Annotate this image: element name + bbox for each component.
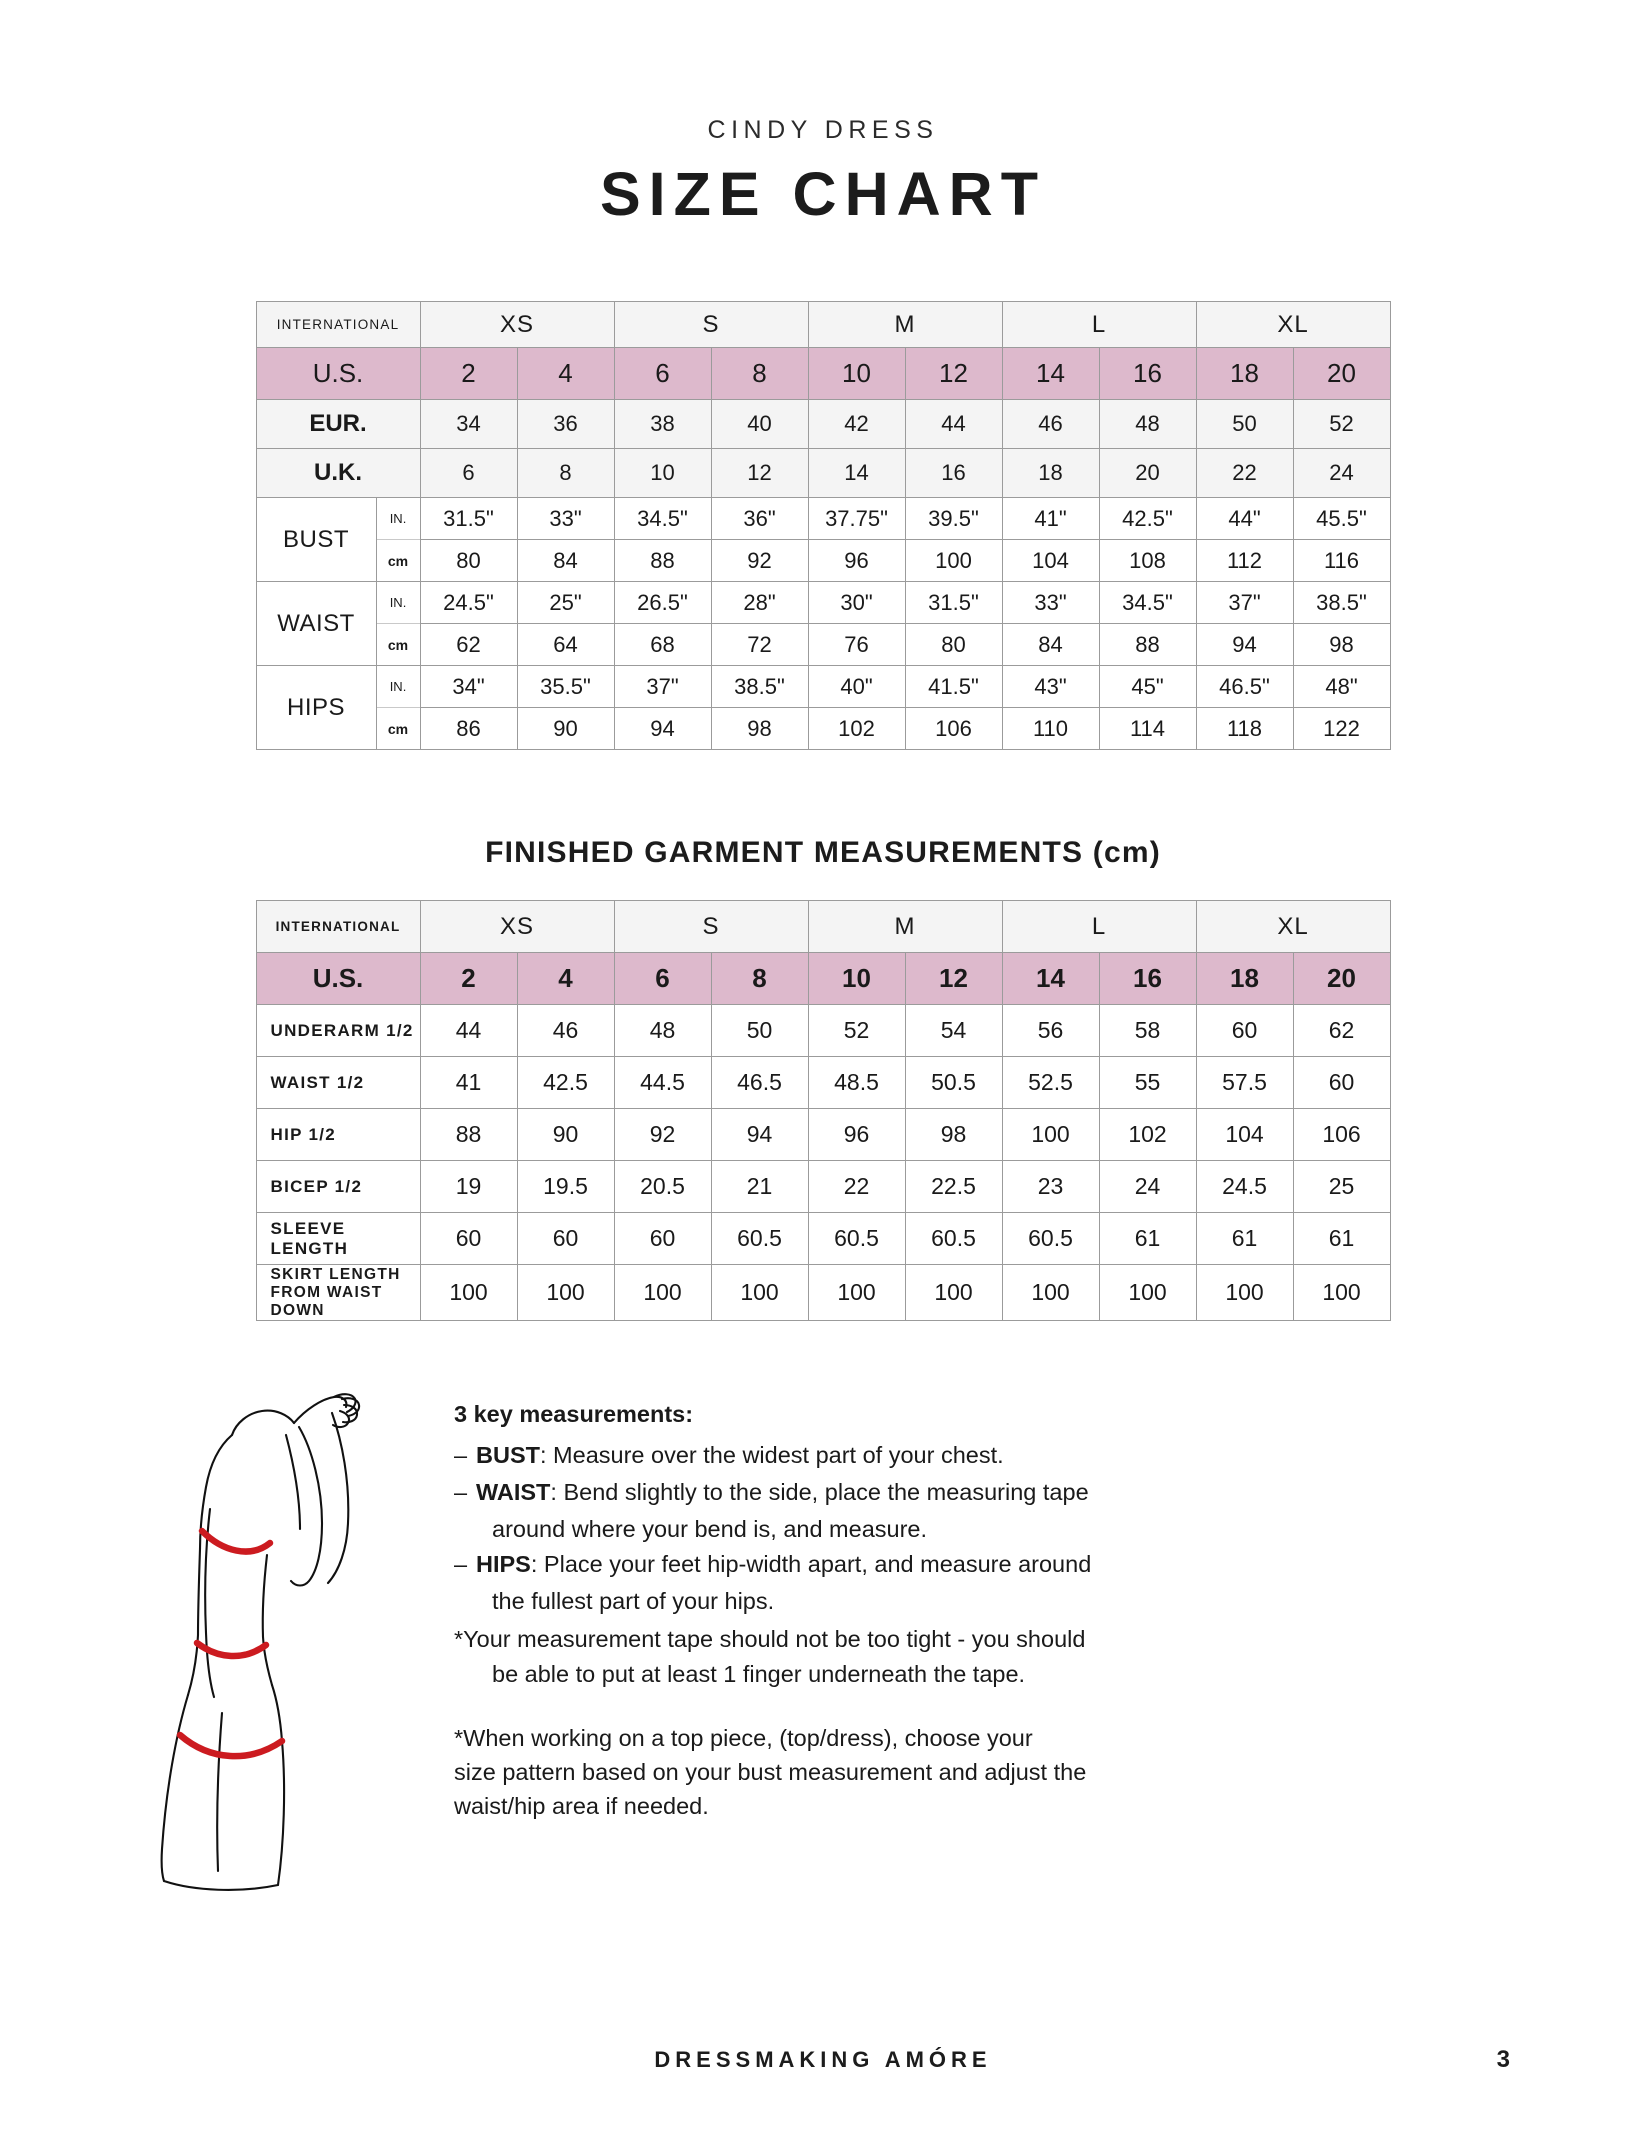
cell: 40 <box>711 400 808 449</box>
cell: 48" <box>1293 666 1390 708</box>
table-row-uk <box>256 449 1390 498</box>
cell: 102 <box>808 708 905 750</box>
cell: 23 <box>1002 1161 1099 1213</box>
unit-cm: cm <box>376 624 420 666</box>
cell: 44" <box>1196 498 1293 540</box>
cell: 6 <box>614 348 711 400</box>
cell: 58 <box>1099 1005 1196 1057</box>
cell: 60.5 <box>808 1213 905 1265</box>
row-label: U.S. <box>256 348 420 400</box>
cell: 30" <box>808 582 905 624</box>
note-hips-cont: the fullest part of your hips. <box>492 1587 775 1614</box>
cell: 88 <box>420 1109 517 1161</box>
cell: 8 <box>711 953 808 1005</box>
cell: 98 <box>1293 624 1390 666</box>
cell: 100 <box>711 1265 808 1321</box>
row-label: BICEP 1/2 <box>256 1161 420 1213</box>
cell: 44.5 <box>614 1057 711 1109</box>
cell: 100 <box>1002 1109 1099 1161</box>
cell: 42.5 <box>517 1057 614 1109</box>
cell: 60 <box>517 1213 614 1265</box>
cell: 80 <box>905 624 1002 666</box>
cell: 118 <box>1196 708 1293 750</box>
table-row-hips-cm <box>256 708 1390 750</box>
dress-form-figure-icon <box>136 1383 436 1903</box>
cell: 114 <box>1099 708 1196 750</box>
row-label: SLEEVE LENGTH <box>256 1213 420 1265</box>
table-row-waist-in <box>256 582 1390 624</box>
cell: 16 <box>1099 953 1196 1005</box>
cell: 86 <box>420 708 517 750</box>
cell: 94 <box>614 708 711 750</box>
cell: 60.5 <box>711 1213 808 1265</box>
bullet-dash-icon: – <box>454 1441 468 1468</box>
cell: 2 <box>420 953 517 1005</box>
cell: 12 <box>711 449 808 498</box>
note-waist-term: WAIST <box>476 1479 551 1506</box>
table-row-eur <box>256 400 1390 449</box>
cell: 52 <box>1293 400 1390 449</box>
cell: 102 <box>1099 1109 1196 1161</box>
cell: 45.5" <box>1293 498 1390 540</box>
cell: 48 <box>1099 400 1196 449</box>
cell: 94 <box>711 1109 808 1161</box>
row-label: SKIRT LENGTH FROM WAIST DOWN <box>256 1265 420 1321</box>
cell: 6 <box>614 953 711 1005</box>
note-tape-tightness-line1: *Your measurement tape should not be too tight - you should <box>454 1626 1086 1653</box>
page-header <box>0 0 1646 229</box>
note-bullet-waist <box>454 1475 1516 1509</box>
cell: 22 <box>808 1161 905 1213</box>
cell: 100 <box>420 1265 517 1321</box>
cell: 14 <box>808 449 905 498</box>
cell: 35.5" <box>517 666 614 708</box>
cell: 24 <box>1099 1161 1196 1213</box>
note-pattern-choice-line3: waist/hip area if needed. <box>454 1793 709 1820</box>
cell: 122 <box>1293 708 1390 750</box>
cell: 56 <box>1002 1005 1099 1057</box>
cell: 48.5 <box>808 1057 905 1109</box>
intl-size-l: L <box>1002 901 1196 953</box>
cell: 100 <box>517 1265 614 1321</box>
cell: 61 <box>1196 1213 1293 1265</box>
finished-garment-title: FINISHED GARMENT MEASUREMENTS (cm) <box>485 836 1161 869</box>
bullet-dash-icon: – <box>454 1550 468 1577</box>
cell: 96 <box>808 540 905 582</box>
table-row-bicep <box>256 1161 1390 1213</box>
cell: 34" <box>420 666 517 708</box>
note-waist-text <box>476 1475 1516 1509</box>
cell: 100 <box>905 1265 1002 1321</box>
cell: 60.5 <box>905 1213 1002 1265</box>
unit-cm: cm <box>376 540 420 582</box>
cell: 100 <box>1196 1265 1293 1321</box>
cell: 22.5 <box>905 1161 1002 1213</box>
bust-tape <box>202 1531 270 1552</box>
cell: 31.5" <box>420 498 517 540</box>
cell: 52 <box>808 1005 905 1057</box>
cell: 16 <box>905 449 1002 498</box>
cell: 110 <box>1002 708 1099 750</box>
unit-in: IN. <box>376 498 420 540</box>
cell: 60 <box>614 1213 711 1265</box>
cell: 84 <box>1002 624 1099 666</box>
cell: 60 <box>1196 1005 1293 1057</box>
cell: 4 <box>517 348 614 400</box>
cell: 12 <box>905 348 1002 400</box>
cell: 92 <box>614 1109 711 1161</box>
cell: 31.5" <box>905 582 1002 624</box>
cell: 116 <box>1293 540 1390 582</box>
international-label: INTERNATIONAL <box>256 901 420 953</box>
table-row-bust-in <box>256 498 1390 540</box>
cell: 44 <box>905 400 1002 449</box>
row-label: HIP 1/2 <box>256 1109 420 1161</box>
group-label-hips: HIPS <box>256 666 376 750</box>
note-hips-text <box>476 1547 1516 1581</box>
intl-size-m: M <box>808 901 1002 953</box>
bullet-dash-icon: – <box>454 1479 468 1506</box>
table-row-waist-cm <box>256 624 1390 666</box>
cell: 16 <box>1099 348 1196 400</box>
product-name: CINDY DRESS <box>707 116 939 144</box>
measurement-guide-section <box>0 1383 1646 1908</box>
cell: 20 <box>1293 953 1390 1005</box>
table-row-international <box>256 302 1390 348</box>
cell: 61 <box>1099 1213 1196 1265</box>
note-bust-body: : Measure over the widest part of your chest. <box>539 1441 1004 1468</box>
table-row-waist <box>256 1057 1390 1109</box>
table-row-sleevelength <box>256 1213 1390 1265</box>
cell: 38.5" <box>711 666 808 708</box>
cell: 25" <box>517 582 614 624</box>
cell: 57.5 <box>1196 1057 1293 1109</box>
page-footer <box>0 1990 1646 2130</box>
cell: 100 <box>1099 1265 1196 1321</box>
cell: 20 <box>1293 348 1390 400</box>
note-tape-tightness-line2: be able to put at least 1 finger underneath the tape. <box>492 1660 1026 1687</box>
table-row-skirtlength <box>256 1265 1390 1321</box>
cell: 24.5 <box>1196 1161 1293 1213</box>
size-table <box>256 301 1391 750</box>
cell: 108 <box>1099 540 1196 582</box>
cell: 21 <box>711 1161 808 1213</box>
intl-size-s: S <box>614 901 808 953</box>
note-hips-body: : Place your feet hip-width apart, and measure around <box>530 1550 1092 1577</box>
intl-size-s: S <box>614 302 808 348</box>
intl-size-xs: XS <box>420 302 614 348</box>
cell: 100 <box>905 540 1002 582</box>
cell: 33" <box>1002 582 1099 624</box>
cell: 19.5 <box>517 1161 614 1213</box>
note-hips-term: HIPS <box>476 1550 531 1577</box>
cell: 68 <box>614 624 711 666</box>
intl-size-xs: XS <box>420 901 614 953</box>
cell: 18 <box>1002 449 1099 498</box>
cell: 46 <box>1002 400 1099 449</box>
row-label: UNDERARM 1/2 <box>256 1005 420 1057</box>
cell: 37" <box>1196 582 1293 624</box>
cell: 60.5 <box>1002 1213 1099 1265</box>
cell: 24.5" <box>420 582 517 624</box>
cell: 100 <box>614 1265 711 1321</box>
cell: 10 <box>808 348 905 400</box>
finished-garment-table <box>256 900 1391 1321</box>
cell: 80 <box>420 540 517 582</box>
cell: 20 <box>1099 449 1196 498</box>
table-row-international <box>256 901 1390 953</box>
cell: 8 <box>517 449 614 498</box>
cell: 2 <box>420 348 517 400</box>
cell: 38 <box>614 400 711 449</box>
cell: 72 <box>711 624 808 666</box>
cell: 26.5" <box>614 582 711 624</box>
cell: 64 <box>517 624 614 666</box>
hip-tape <box>180 1735 282 1756</box>
intl-size-l: L <box>1002 302 1196 348</box>
international-label: INTERNATIONAL <box>256 302 420 348</box>
cell: 41 <box>420 1057 517 1109</box>
cell: 25 <box>1293 1161 1390 1213</box>
cell: 42.5" <box>1099 498 1196 540</box>
cell: 14 <box>1002 953 1099 1005</box>
unit-in: IN. <box>376 582 420 624</box>
brand-name: DRESSMAKING AMÓRE <box>654 2047 992 2072</box>
note-bust-term: BUST <box>476 1441 540 1468</box>
size-table-wrap <box>0 301 1646 750</box>
cell: 37" <box>614 666 711 708</box>
cell: 84 <box>517 540 614 582</box>
cell: 34 <box>420 400 517 449</box>
cell: 19 <box>420 1161 517 1213</box>
cell: 106 <box>1293 1109 1390 1161</box>
cell: 20.5 <box>614 1161 711 1213</box>
cell: 50 <box>1196 400 1293 449</box>
cell: 106 <box>905 708 1002 750</box>
cell: 48 <box>614 1005 711 1057</box>
cell: 10 <box>614 449 711 498</box>
note-waist-cont: around where your bend is, and measure. <box>492 1516 928 1543</box>
cell: 62 <box>1293 1005 1390 1057</box>
cell: 43" <box>1002 666 1099 708</box>
row-label: U.S. <box>256 953 420 1005</box>
table-row-us <box>256 953 1390 1005</box>
cell: 22 <box>1196 449 1293 498</box>
cell: 54 <box>905 1005 1002 1057</box>
unit-cm: cm <box>376 708 420 750</box>
cell: 36 <box>517 400 614 449</box>
cell: 24 <box>1293 449 1390 498</box>
cell: 50.5 <box>905 1057 1002 1109</box>
cell: 104 <box>1196 1109 1293 1161</box>
row-label: U.K. <box>256 449 420 498</box>
cell: 41" <box>1002 498 1099 540</box>
cell: 28" <box>711 582 808 624</box>
cell: 36" <box>711 498 808 540</box>
cell: 34.5" <box>1099 582 1196 624</box>
cell: 92 <box>711 540 808 582</box>
row-label: WAIST 1/2 <box>256 1057 420 1109</box>
cell: 98 <box>905 1109 1002 1161</box>
measurement-notes <box>436 1383 1516 1908</box>
cell: 98 <box>711 708 808 750</box>
intl-size-m: M <box>808 302 1002 348</box>
cell: 46.5" <box>1196 666 1293 708</box>
intl-size-xl: XL <box>1196 302 1390 348</box>
cell: 94 <box>1196 624 1293 666</box>
cell: 60 <box>420 1213 517 1265</box>
cell: 38.5" <box>1293 582 1390 624</box>
cell: 100 <box>1293 1265 1390 1321</box>
cell: 42 <box>808 400 905 449</box>
cell: 44 <box>420 1005 517 1057</box>
cell: 40" <box>808 666 905 708</box>
unit-in: IN. <box>376 666 420 708</box>
note-bust-text <box>476 1438 1516 1472</box>
page-title: SIZE CHART <box>600 160 1046 228</box>
cell: 41.5" <box>905 666 1002 708</box>
note-waist-body: : Bend slightly to the side, place the measuring tape <box>550 1479 1089 1506</box>
cell: 18 <box>1196 953 1293 1005</box>
cell: 104 <box>1002 540 1099 582</box>
cell: 90 <box>517 1109 614 1161</box>
note-pattern-choice-line1: *When working on a top piece, (top/dress), choose your <box>454 1724 1033 1751</box>
table-row-bust-cm <box>256 540 1390 582</box>
notes-heading: 3 key measurements: <box>454 1401 694 1428</box>
cell: 61 <box>1293 1213 1390 1265</box>
cell: 62 <box>420 624 517 666</box>
cell: 33" <box>517 498 614 540</box>
note-bullet-hips <box>454 1547 1516 1581</box>
cell: 45" <box>1099 666 1196 708</box>
cell: 88 <box>1099 624 1196 666</box>
cell: 46.5 <box>711 1057 808 1109</box>
group-label-bust: BUST <box>256 498 376 582</box>
cell: 60 <box>1293 1057 1390 1109</box>
table-row-underarm <box>256 1005 1390 1057</box>
cell: 37.75" <box>808 498 905 540</box>
cell: 6 <box>420 449 517 498</box>
group-label-waist: WAIST <box>256 582 376 666</box>
note-pattern-choice-line2: size pattern based on your bust measurement and adjust the <box>454 1759 1087 1786</box>
cell: 4 <box>517 953 614 1005</box>
cell: 50 <box>711 1005 808 1057</box>
cell: 88 <box>614 540 711 582</box>
table-row-us <box>256 348 1390 400</box>
cell: 12 <box>905 953 1002 1005</box>
cell: 8 <box>711 348 808 400</box>
cell: 55 <box>1099 1057 1196 1109</box>
cell: 39.5" <box>905 498 1002 540</box>
cell: 100 <box>808 1265 905 1321</box>
cell: 96 <box>808 1109 905 1161</box>
page-number: 3 <box>1496 2046 1510 2073</box>
cell: 18 <box>1196 348 1293 400</box>
cell: 90 <box>517 708 614 750</box>
figure-illustration <box>136 1383 436 1908</box>
cell: 100 <box>1002 1265 1099 1321</box>
row-label: EUR. <box>256 400 420 449</box>
table-row-hip <box>256 1109 1390 1161</box>
cell: 52.5 <box>1002 1057 1099 1109</box>
cell: 112 <box>1196 540 1293 582</box>
cell: 46 <box>517 1005 614 1057</box>
finished-garment-table-wrap <box>0 900 1646 1321</box>
cell: 34.5" <box>614 498 711 540</box>
note-bullet-bust <box>454 1438 1516 1472</box>
cell: 14 <box>1002 348 1099 400</box>
table-row-hips-in <box>256 666 1390 708</box>
cell: 76 <box>808 624 905 666</box>
intl-size-xl: XL <box>1196 901 1390 953</box>
cell: 10 <box>808 953 905 1005</box>
